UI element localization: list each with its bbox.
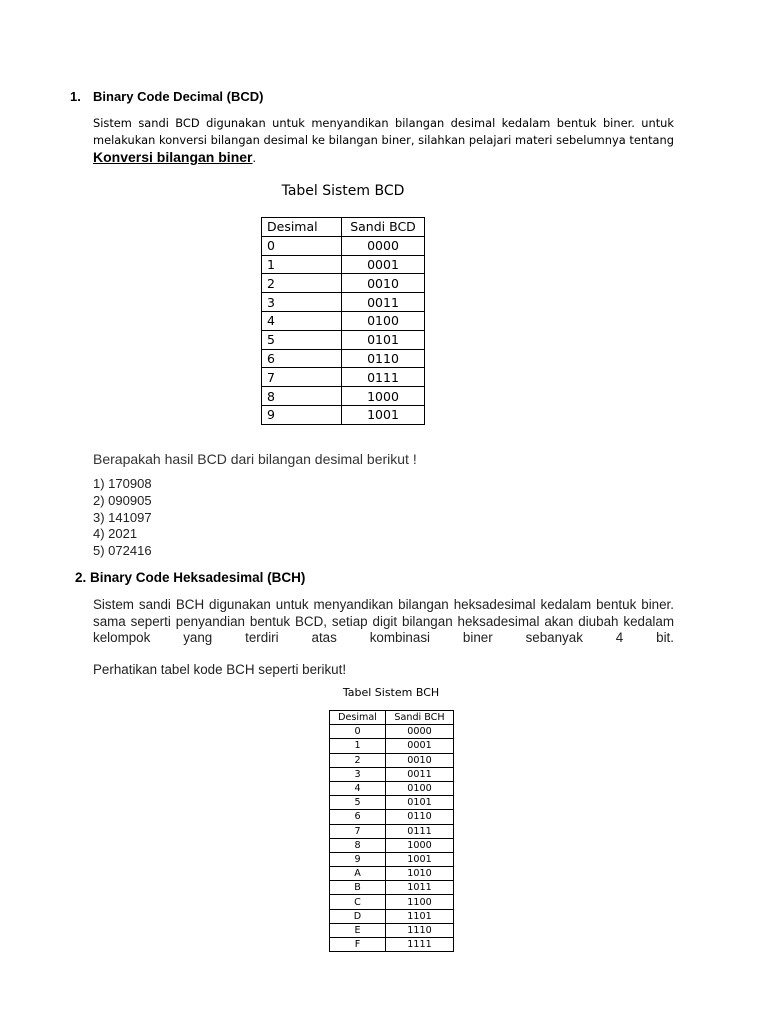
section1-paragraph-text: Sistem sandi BCD digunakan untuk menyandikan bilangan desimal kedalam bentuk biner. untuk melakukan konversi bilangan desimal ke bilangan biner, silahkan pelajari materi sebelumnya tentang <box>93 116 674 147</box>
bcd-table-row <box>262 330 425 349</box>
bch-cell-desimal: C <box>330 895 386 909</box>
bch-table <box>329 710 454 952</box>
bcd-table-row <box>262 349 425 368</box>
bch-table-row <box>330 938 454 952</box>
exercise-item: 3) 141097 <box>93 509 152 525</box>
exercise-item: 1) 170908 <box>93 476 152 491</box>
bcd-cell-desimal: 6 <box>262 349 342 368</box>
section2-title: 2. Binary Code Heksadesimal (BCH) <box>75 570 306 585</box>
bch-table-row <box>330 781 454 795</box>
bcd-cell-sandi: 0110 <box>342 349 425 368</box>
bch-table-row <box>330 838 454 852</box>
section2-instruction: Perhatikan tabel kode BCH seperti berikut! <box>93 662 347 677</box>
bch-header-sandi: Sandi BCH <box>386 711 454 725</box>
bch-cell-sandi: 0111 <box>386 824 454 838</box>
bcd-cell-desimal: 0 <box>262 236 342 255</box>
bch-cell-sandi: 0011 <box>386 767 454 781</box>
bch-cell-sandi: 1111 <box>386 938 454 952</box>
exercise-item: 2) 090905 <box>93 492 152 508</box>
bcd-cell-sandi: 0100 <box>342 311 425 330</box>
bch-table-row <box>330 767 454 781</box>
bcd-cell-sandi: 0011 <box>342 293 425 312</box>
bch-cell-desimal: 2 <box>330 753 386 767</box>
bcd-cell-sandi: 1001 <box>342 405 425 424</box>
bcd-header-desimal: Desimal <box>262 218 342 237</box>
bch-cell-desimal: 6 <box>330 810 386 824</box>
bcd-cell-desimal: 5 <box>262 330 342 349</box>
bch-cell-desimal: D <box>330 909 386 923</box>
bch-cell-desimal: 3 <box>330 767 386 781</box>
bch-cell-desimal: F <box>330 938 386 952</box>
bcd-table-row <box>262 274 425 293</box>
bch-cell-sandi: 0110 <box>386 810 454 824</box>
bch-cell-desimal: 4 <box>330 781 386 795</box>
bch-cell-desimal: 8 <box>330 838 386 852</box>
bch-cell-sandi: 1011 <box>386 881 454 895</box>
bcd-cell-desimal: 3 <box>262 293 342 312</box>
exercise-item: 5) 072416 <box>93 543 152 559</box>
section1-paragraph <box>93 115 674 167</box>
bch-cell-sandi: 0001 <box>386 739 454 753</box>
bcd-table-row <box>262 405 425 424</box>
bcd-cell-sandi: 0111 <box>342 368 425 387</box>
bcd-table-header-row <box>262 218 425 237</box>
bch-table-row <box>330 753 454 767</box>
bcd-table-row <box>262 236 425 255</box>
bch-cell-sandi: 0100 <box>386 781 454 795</box>
bch-table-row <box>330 909 454 923</box>
bch-table-caption: Tabel Sistem BCH <box>342 686 440 699</box>
section2-paragraph: Sistem sandi BCH digunakan untuk menyandikan bilangan heksadesimal kedalam bentuk biner. sama seperti penyandian bentuk BCD, setiap digit bilangan heksadesimal akan diubah kedalam kelompok yang terdiri atas kombinasi biner sebanyak 4 bit. <box>93 597 674 645</box>
bch-table-row <box>330 867 454 881</box>
bch-cell-sandi: 1000 <box>386 838 454 852</box>
bch-cell-desimal: E <box>330 923 386 937</box>
bch-cell-sandi: 0000 <box>386 725 454 739</box>
section1-title: Binary Code Decimal (BCD) <box>93 89 264 104</box>
bch-cell-desimal: B <box>330 881 386 895</box>
bcd-cell-desimal: 7 <box>262 368 342 387</box>
bcd-cell-desimal: 9 <box>262 405 342 424</box>
bcd-cell-sandi: 0101 <box>342 330 425 349</box>
bch-cell-sandi: 0101 <box>386 796 454 810</box>
bch-cell-desimal: A <box>330 867 386 881</box>
bch-cell-sandi: 1010 <box>386 867 454 881</box>
section1-number: 1. <box>70 89 81 104</box>
bcd-cell-desimal: 2 <box>262 274 342 293</box>
bch-cell-sandi: 1101 <box>386 909 454 923</box>
bcd-table-row <box>262 255 425 274</box>
bcd-cell-sandi: 0000 <box>342 236 425 255</box>
bcd-cell-desimal: 8 <box>262 387 342 406</box>
bch-cell-sandi: 1100 <box>386 895 454 909</box>
bcd-table-row <box>262 311 425 330</box>
bch-cell-sandi: 1110 <box>386 923 454 937</box>
bch-table-row <box>330 852 454 866</box>
konversi-link[interactable]: Konversi bilangan biner <box>93 149 253 165</box>
bcd-cell-desimal: 4 <box>262 311 342 330</box>
bch-table-row <box>330 881 454 895</box>
bch-table-header-row <box>330 711 454 725</box>
bcd-question: Berapakah hasil BCD dari bilangan desimal berikut ! <box>93 451 417 467</box>
bch-cell-sandi: 1001 <box>386 852 454 866</box>
bcd-header-sandi: Sandi BCD <box>342 218 425 237</box>
bch-cell-desimal: 0 <box>330 725 386 739</box>
section1-paragraph-end: . <box>252 151 257 165</box>
bch-cell-desimal: 7 <box>330 824 386 838</box>
bch-table-row <box>330 725 454 739</box>
bcd-table <box>261 217 425 425</box>
bcd-table-row <box>262 293 425 312</box>
bcd-cell-sandi: 0010 <box>342 274 425 293</box>
bch-table-row <box>330 810 454 824</box>
bch-table-row <box>330 796 454 810</box>
exercise-list <box>93 476 152 560</box>
bch-cell-desimal: 5 <box>330 796 386 810</box>
bch-table-row <box>330 824 454 838</box>
bch-cell-desimal: 1 <box>330 739 386 753</box>
bch-cell-desimal: 9 <box>330 852 386 866</box>
bch-header-desimal: Desimal <box>330 711 386 725</box>
bch-table-row <box>330 923 454 937</box>
bch-table-row <box>330 739 454 753</box>
bcd-cell-sandi: 0001 <box>342 255 425 274</box>
bcd-cell-sandi: 1000 <box>342 387 425 406</box>
bcd-cell-desimal: 1 <box>262 255 342 274</box>
bcd-table-row <box>262 387 425 406</box>
exercise-item: 4) 2021 <box>93 526 138 542</box>
bcd-table-caption: Tabel Sistem BCD <box>281 183 405 199</box>
bch-table-row <box>330 895 454 909</box>
bch-cell-sandi: 0010 <box>386 753 454 767</box>
bcd-table-row <box>262 368 425 387</box>
